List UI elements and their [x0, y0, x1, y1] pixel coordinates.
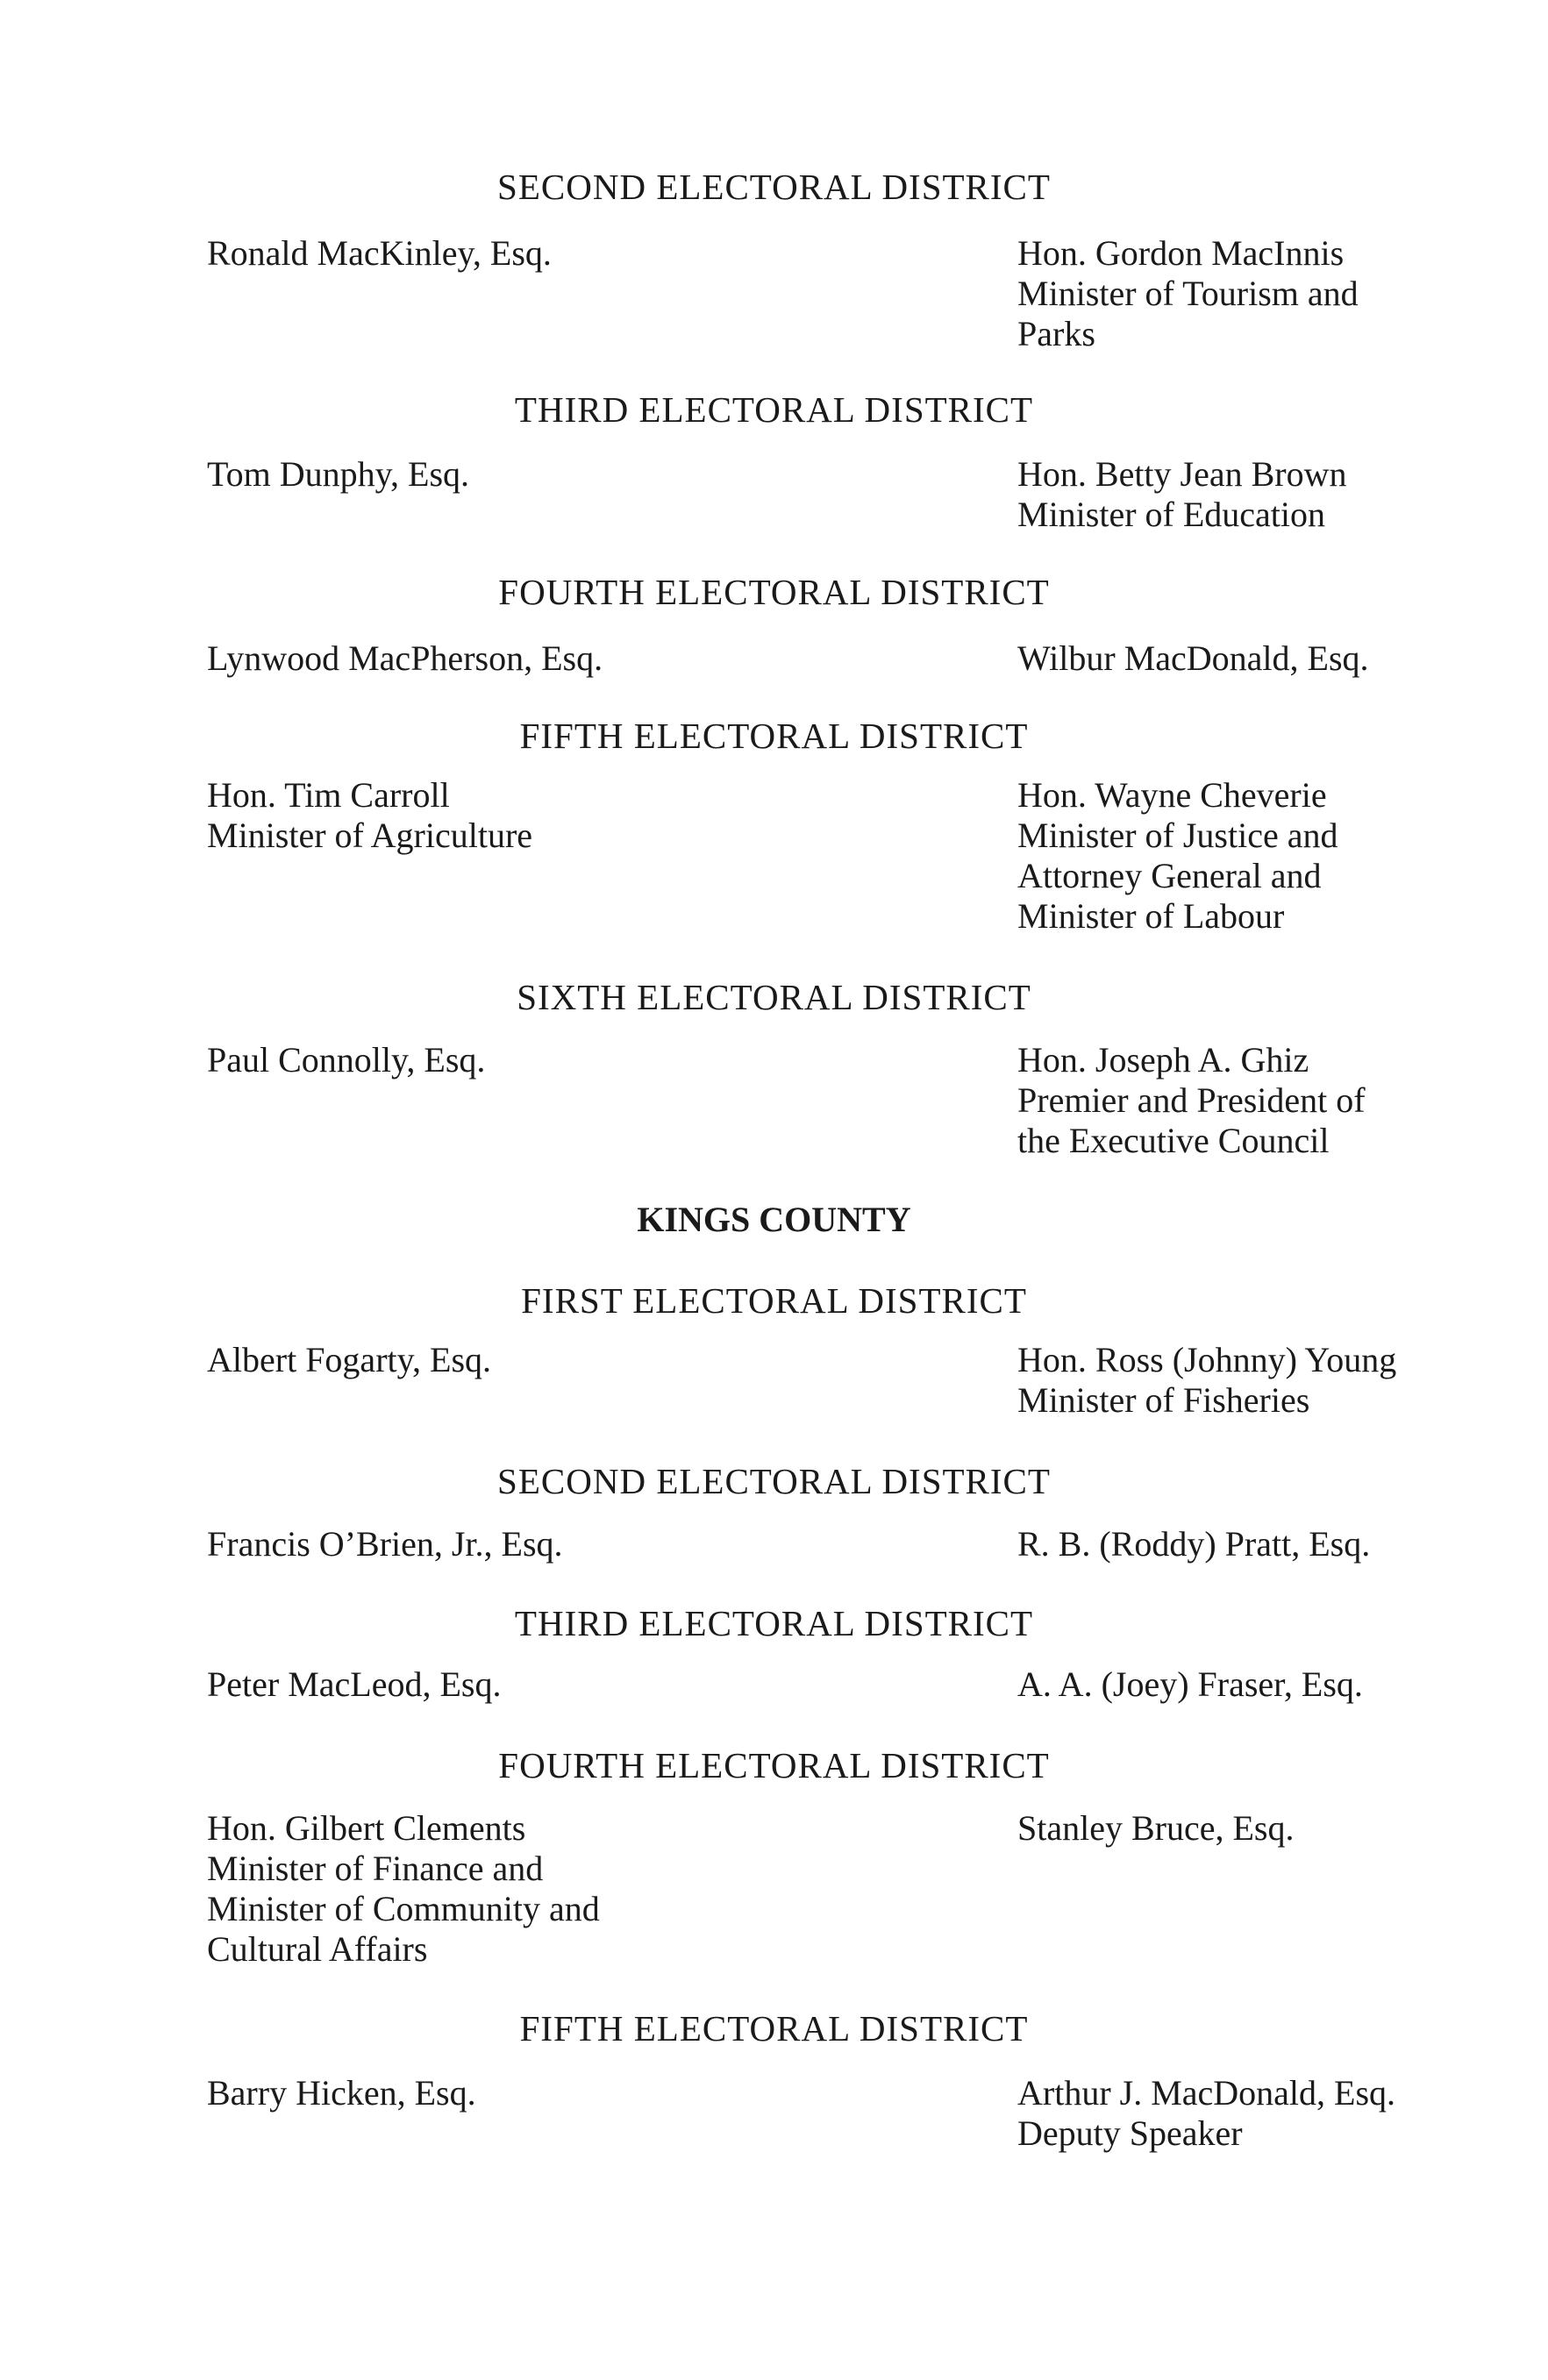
member-line: Lynwood MacPherson, Esq. — [207, 638, 603, 678]
member-left — [207, 775, 532, 856]
member-line: Hon. Gordon MacInnis — [1017, 233, 1345, 273]
member-right — [1017, 1524, 1370, 1564]
member-line: Tom Dunphy, Esq. — [207, 454, 470, 494]
member-left — [207, 1664, 501, 1705]
member-left — [207, 2073, 476, 2113]
member-right — [1017, 1340, 1396, 1421]
member-line: Hon. Betty Jean Brown — [1017, 454, 1347, 494]
member-line: R. B. (Roddy) Pratt, Esq. — [1017, 1524, 1371, 1564]
county-heading: KINGS COUNTY — [637, 1200, 911, 1239]
member-line: Hon. Gilbert Clements — [207, 1808, 526, 1848]
district-heading: SECOND ELECTORAL DISTRICT — [497, 1461, 1051, 1501]
member-line: Minister of Labour — [1017, 896, 1285, 936]
member-line: Minister of Justice and — [1017, 816, 1338, 855]
member-line: Peter MacLeod, Esq. — [207, 1664, 502, 1704]
district-heading: THIRD ELECTORAL DISTRICT — [514, 1603, 1034, 1643]
member-line: Hon. Joseph A. Ghiz — [1017, 1040, 1309, 1080]
member-line: the Executive Council — [1017, 1121, 1330, 1160]
district-heading: SIXTH ELECTORAL DISTRICT — [517, 977, 1031, 1017]
member-line: Hon. Ross (Johnny) Young — [1017, 1340, 1397, 1379]
member-line: Minister of Education — [1017, 495, 1326, 534]
member-left — [207, 1340, 491, 1380]
member-line: A. A. (Joey) Fraser, Esq. — [1017, 1664, 1363, 1704]
member-line: Attorney General and — [1017, 856, 1322, 895]
member-right — [1017, 1664, 1363, 1705]
member-line: Arthur J. MacDonald, Esq. — [1017, 2073, 1396, 2113]
district-heading: FOURTH ELECTORAL DISTRICT — [498, 1745, 1050, 1785]
member-line: Parks — [1017, 314, 1095, 353]
district-heading: SECOND ELECTORAL DISTRICT — [497, 167, 1051, 207]
member-line: Cultural Affairs — [207, 1929, 428, 1969]
member-right — [1017, 233, 1359, 354]
member-right — [1017, 1040, 1366, 1161]
member-line: Minister of Community and — [207, 1889, 600, 1928]
member-line: Premier and President of — [1017, 1080, 1366, 1120]
member-line: Minister of Finance and — [207, 1849, 544, 1888]
district-heading: FIFTH ELECTORAL DISTRICT — [519, 716, 1029, 756]
member-line: Minister of Tourism and — [1017, 274, 1359, 313]
district-heading: FIRST ELECTORAL DISTRICT — [521, 1280, 1027, 1321]
member-right — [1017, 2073, 1395, 2154]
member-right — [1017, 454, 1347, 535]
district-heading: THIRD ELECTORAL DISTRICT — [514, 389, 1034, 430]
member-left — [207, 454, 469, 495]
member-right — [1017, 638, 1369, 679]
member-left — [207, 1808, 600, 1970]
member-line: Hon. Wayne Cheverie — [1017, 775, 1327, 815]
member-left — [207, 233, 552, 274]
member-line: Francis O’Brien, Jr., Esq. — [207, 1524, 563, 1564]
member-line: Ronald MacKinley, Esq. — [207, 233, 552, 273]
district-heading: FOURTH ELECTORAL DISTRICT — [498, 572, 1050, 612]
member-line: Hon. Tim Carroll — [207, 775, 450, 815]
member-line: Stanley Bruce, Esq. — [1017, 1808, 1295, 1848]
member-left — [207, 1040, 485, 1080]
member-line: Deputy Speaker — [1017, 2113, 1243, 2153]
member-line: Barry Hicken, Esq. — [207, 2073, 476, 2113]
member-line: Minister of Fisheries — [1017, 1380, 1310, 1420]
member-line: Minister of Agriculture — [207, 816, 533, 855]
member-line: Wilbur MacDonald, Esq. — [1017, 638, 1369, 678]
member-right — [1017, 775, 1338, 937]
member-line: Albert Fogarty, Esq. — [207, 1340, 492, 1379]
member-line: Paul Connolly, Esq. — [207, 1040, 486, 1080]
member-left — [207, 638, 603, 679]
member-right — [1017, 1808, 1295, 1849]
district-heading: FIFTH ELECTORAL DISTRICT — [519, 2008, 1029, 2049]
member-left — [207, 1524, 563, 1564]
